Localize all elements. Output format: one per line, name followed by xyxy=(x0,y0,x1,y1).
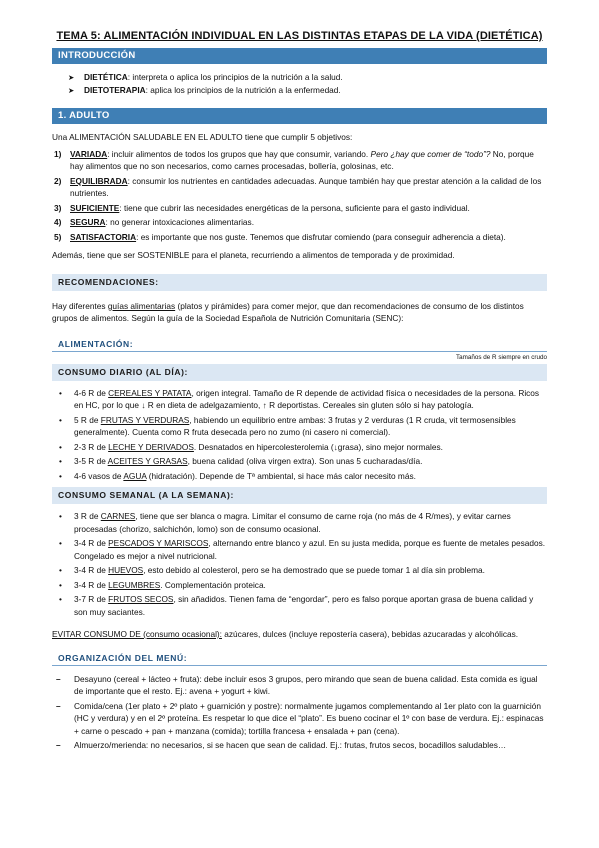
bullet-icon: • xyxy=(59,511,62,521)
subsection-header-recomendaciones: RECOMENDACIONES: xyxy=(52,274,547,291)
objetivos-list xyxy=(52,148,547,244)
bullet-icon: • xyxy=(59,470,62,481)
subsection-header-alimentacion: ALIMENTACIÓN: xyxy=(52,337,547,352)
subsection-header-diario: CONSUMO DIARIO (AL DÍA): xyxy=(52,364,547,381)
crudo-note: Tamaños de R siempre en crudo xyxy=(455,353,547,361)
evitar-text: EVITAR CONSUMO DE (consumo ocasional): azúcares, dulces (incluye repostería casera), bebidas azucaradas y alcohólicas. xyxy=(52,629,519,639)
bullet-icon: • xyxy=(59,456,62,466)
arrow-bullet-icon: ➤ xyxy=(68,86,75,95)
diario-list xyxy=(52,387,547,483)
intro-list xyxy=(52,71,547,97)
section-header-adulto: 1. ADULTO xyxy=(52,108,547,124)
dash-bullet-icon: – xyxy=(56,700,61,711)
organizacion-list xyxy=(52,673,547,752)
list-item: • 5 R de FRUTAS Y VERDURAS, habiendo un equilibrio entre ambas: 3 frutas y 2 verduras (1 R cruda, vit termosensibles generalmente). Cuenta como R fruta desecada pero no zumo (ni casero ni comercial). xyxy=(59,414,516,437)
bullet-icon: • xyxy=(59,538,62,548)
list-item: – Desayuno (cereal + lácteo + fruta): debe incluir esos 3 grupos, pero mirando que sean de buena calidad. Esta comida es igual de importante que el resto. Ej.: avena + yogurt + kiwi. xyxy=(56,673,538,696)
bullet-icon: • xyxy=(59,414,62,425)
list-item: • 2-3 R de LECHE Y DERIVADOS. Desnatados en hipercolesterolemia (↓grasa), sino mejor normales. xyxy=(59,441,443,452)
list-item: • 3-5 R de ACEITES Y GRASAS, buena calidad (oliva virgen extra). Son unas 5 cucharadas/día. xyxy=(59,456,423,466)
bullet-icon: • xyxy=(59,387,62,398)
subsection-header-organizacion: ORGANIZACIÓN DEL MENÚ: xyxy=(52,651,547,666)
list-item: 5) SATISFACTORIA: es importante que nos guste. Tenemos que disfrutar comiendo (para conseguir adherencia a dieta). xyxy=(54,231,506,242)
dash-bullet-icon: – xyxy=(56,673,61,684)
recomendaciones-text: Hay diferentes guías alimentarias (platos y pirámides) para comer mejor, que dan recomendaciones de consumo de los distintos grupos de alimentos. Según la guía de la Sociedad Española de Nutrición Comunitaria (SENC): xyxy=(52,300,524,323)
list-item: ➤ DIETOTERAPIA: aplica los principios de la nutrición a la enfermedad. xyxy=(68,85,341,95)
list-item: • 3 R de CARNES, tiene que ser blanca o magra. Limitar el consumo de carne roja (no más de 4 R/mes), y evitar carnes procesadas (chorizo, salchichón, lomo) son de consumo ocasional. xyxy=(59,511,511,534)
dash-bullet-icon: – xyxy=(56,740,61,750)
bullet-icon: • xyxy=(59,579,62,590)
list-item: • 4-6 vasos de AGUA (hidratación). Depende de Tª ambiental, si hace más calor necesito más. xyxy=(59,470,416,481)
list-item: • 3-7 R de FRUTOS SECOS, sin añadidos. Tienen fama de “engordar”, pero es falso porque aportan grasa de buena calidad y son muy saciantes. xyxy=(59,594,534,617)
list-item: 4) SEGURA: no generar intoxicaciones alimentarias. xyxy=(54,217,255,227)
list-item: – Almuerzo/merienda: no necesarios, si se hacen que sean de calidad. Ej.: frutas, frutos secos, bocadillos saludables… xyxy=(56,740,507,750)
arrow-bullet-icon: ➤ xyxy=(68,73,75,82)
bullet-icon: • xyxy=(59,441,62,452)
list-item: 3) SUFICIENTE: tiene que cubrir las necesidades energéticas de la persona, suficiente para el gasto individual. xyxy=(54,202,470,213)
list-item: • 3-4 R de LEGUMBRES. Complementación proteica. xyxy=(59,579,266,590)
document-title: TEMA 5: ALIMENTACIÓN INDIVIDUAL EN LAS DISTINTAS ETAPAS DE LA VIDA (DIETÉTICA) xyxy=(56,30,543,42)
list-item: 1) VARIADA: incluir alimentos de todos los grupos que hay que consumir, variando. Pero ¿hay que comer de “todo”? No, porque hay alimentos que no son necesarios, como carnes procesadas, bollería, golosinas, etc. xyxy=(54,148,534,171)
subsection-header-semanal: CONSUMO SEMANAL (A LA SEMANA): xyxy=(52,487,547,504)
list-item: 2) EQUILIBRADA: consumir los nutrientes en cantidades adecuadas. Aunque también hay que prestar atención a la calidad de los nutrientes. xyxy=(54,175,542,198)
list-item: • 4-6 R de CEREALES Y PATATA, origen integral. Tamaño de R depende de actividad física o necesidades de la persona. Ricos en HC, por lo que ↓ R en dieta de adelgazamiento, ↑ R deportistas. Cereales sin gluten sólo si hay patología. xyxy=(59,387,540,410)
list-item: – Comida/cena (1er plato + 2º plato + guarnición y postre): normalmente jugamos complementando al 1er plato con la guarnición (HC y verdura) y en el 2º proteína. Es respetar lo que dice el “plato”. Es bueno cocinar el 1º con base de verdura. Ej.: espinacas + carne o pescado + pan + manzana (comida); tortilla francesa + ensalada + pan (cena). xyxy=(56,700,544,736)
adulto-lead: Una ALIMENTACIÓN SALUDABLE EN EL ADULTO tiene que cumplir 5 objetivos: xyxy=(52,132,353,142)
bullet-icon: • xyxy=(59,594,62,604)
list-item: • 3-4 R de HUEVOS, esto debido al colesterol, pero se ha demostrado que se puede tomar 1 al día sin problema. xyxy=(59,565,485,575)
semanal-list xyxy=(52,510,547,618)
list-item: ➤ DIETÉTICA: interpreta o aplica los principios de la nutrición a la salud. xyxy=(68,72,343,82)
section-header-introduccion: INTRODUCCIÓN xyxy=(52,48,547,64)
sostenible-text: Además, tiene que ser SOSTENIBLE para el planeta, recurriendo a alimentos de temporada y de proximidad. xyxy=(52,250,455,260)
bullet-icon: • xyxy=(59,565,62,575)
list-item: • 3-4 R de PESCADOS Y MARISCOS, alternando entre blanco y azul. En su justa medida, porque es fuente de metales pesados. Congelado es mejor a nivel nutricional. xyxy=(59,538,546,561)
